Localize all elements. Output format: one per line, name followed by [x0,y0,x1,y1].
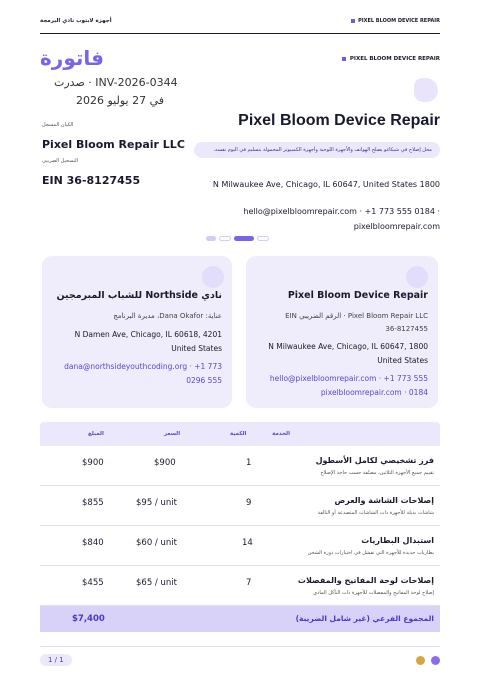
invoice-number: INV-2026-0344 · صدرت [54,76,178,89]
from-name: Pixel Bloom Device Repair [287,290,428,301]
item-description: إصلاح لوحة المفاتيح والمفصلات للأجهزة ذات التآكل المادي [313,590,434,596]
item-qty: 14 [242,538,253,548]
seller-name: Pixel Bloom Device Repair [238,112,440,129]
from-contact [256,372,428,401]
from-legal-line: 36-8127455 [385,325,428,334]
item-amount: $455 [82,578,104,588]
purple-dot [431,656,440,665]
item-title: استبدال البطاريات [361,536,434,545]
to-address-line: United States [171,344,222,354]
invoice-date: في 27 يوليو 2026 [76,94,165,107]
seller-tag [342,56,440,62]
item-qty: 7 [246,578,252,588]
item-title: فرز تشخيصي لكامل الأسطول [315,456,434,465]
item-amount: $900 [82,458,104,468]
to-address [52,328,222,357]
tax-registration-value: EIN 36-8127455 [42,174,141,187]
card-decor-circle [406,266,428,288]
top-note: أجهزة لابتوب نادي البرمجة [40,17,112,24]
card-decor-circle [202,266,224,288]
brand-square-icon [351,19,355,23]
to-contact-line[interactable]: dana@northsideyouthcoding.org · +1 773 [64,362,222,371]
table-row [40,446,440,486]
seller-description: محل إصلاح في شيكاغو يصلح الهواتف والأجهزة اللوحية وأجهزة الكمبيوتر المحمولة بتسليم في اليوم نفسه. [194,142,440,158]
item-description: شاشات بديلة للأجهزة ذات الشاشات المتصدعة أو التالفة [317,510,434,516]
dot [206,236,216,241]
seller-contact-line: pixelbloomrepair.com [353,222,440,232]
table-row [40,526,440,566]
from-address-line: N Milwaukee Ave, Chicago, IL 60647, 1800 [268,342,428,351]
dot [234,236,254,241]
top-brand-label: PIXEL BLOOM DEVICE REPAIR [358,17,440,24]
from-card [246,256,438,408]
to-contact-line[interactable]: 555 0296 [186,376,222,386]
header-price: السعر [164,431,181,437]
subtotal-row [40,606,440,632]
page-indicator: 1 / 1 [40,654,72,666]
from-contact-line[interactable]: 0184 · pixelbloomrepair.com [320,388,428,398]
decorative-dots [206,236,269,241]
subtotal-value: $7,400 [72,614,105,624]
item-description: بطاريات جديدة للأجهزة التي تفشل في اختبارات دورة الشحن [307,550,434,556]
seller-contact-line: hello@pixelbloomrepair.com · +1 773 555 0184 · [243,207,440,216]
top-bar [40,14,440,34]
brand-square-icon [342,57,346,61]
line-items-table [40,422,440,632]
registered-entity-name: Pixel Bloom Repair LLC [42,138,185,151]
seller-address: N Milwaukee Ave, Chicago, IL 60647, United States 1800 [212,180,440,189]
to-attn: عناية: Dana Okafor، مديرة البرنامج [113,312,222,320]
invoice-title: فاتورة [40,46,104,70]
table-row [40,486,440,526]
footer-divider [40,646,440,647]
from-address-line: United States [377,356,428,366]
dot [257,236,269,241]
from-legal [256,310,428,337]
item-description: تقييم جميع الأجهزة الثلاثين، مصنّفة حسب حاجة الإصلاح [320,470,434,476]
to-contact [52,360,222,389]
item-price: $900 [154,458,176,468]
to-card [42,256,232,408]
seller-contact [210,204,440,234]
item-price: $60 / unit [136,538,177,548]
decorative-blob [414,78,438,102]
registered-entity-label: الكيان المسجل [42,122,74,128]
tax-registration-label: التسجيل الضريبي [42,158,79,164]
item-amount: $840 [82,538,104,548]
header-qty: الكمية [230,431,247,437]
to-name: نادي Northside للشباب المبرمجين [56,290,222,301]
header-amount: المبلغ [88,431,104,437]
table-row [40,566,440,606]
item-title: إصلاحات لوحة المفاتيح والمفصلات [297,576,434,585]
from-legal-line: Pixel Bloom Repair LLC · الرقم الضريبي EIN [285,312,428,320]
table-header [40,422,440,446]
footer-dots [416,656,440,665]
seller-tag-label: PIXEL BLOOM DEVICE REPAIR [349,56,440,62]
header-service: الخدمة [272,431,290,437]
item-amount: $855 [82,498,104,508]
item-qty: 9 [246,498,252,508]
gold-dot [416,656,425,665]
item-title: إصلاحات الشاشة والعرض [334,496,434,505]
item-price: $65 / unit [136,578,177,588]
top-brand [351,18,440,24]
from-address [256,340,428,369]
item-price: $95 / unit [136,498,177,508]
from-contact-line[interactable]: hello@pixelbloomrepair.com · +1 773 555 [269,374,428,383]
item-qty: 1 [246,458,252,468]
subtotal-label: المجموع الفرعي (غير شامل الضريبة) [295,614,434,623]
to-address-line: N Damen Ave, Chicago, IL 60618, 4201 [74,330,222,339]
dot [219,236,231,241]
